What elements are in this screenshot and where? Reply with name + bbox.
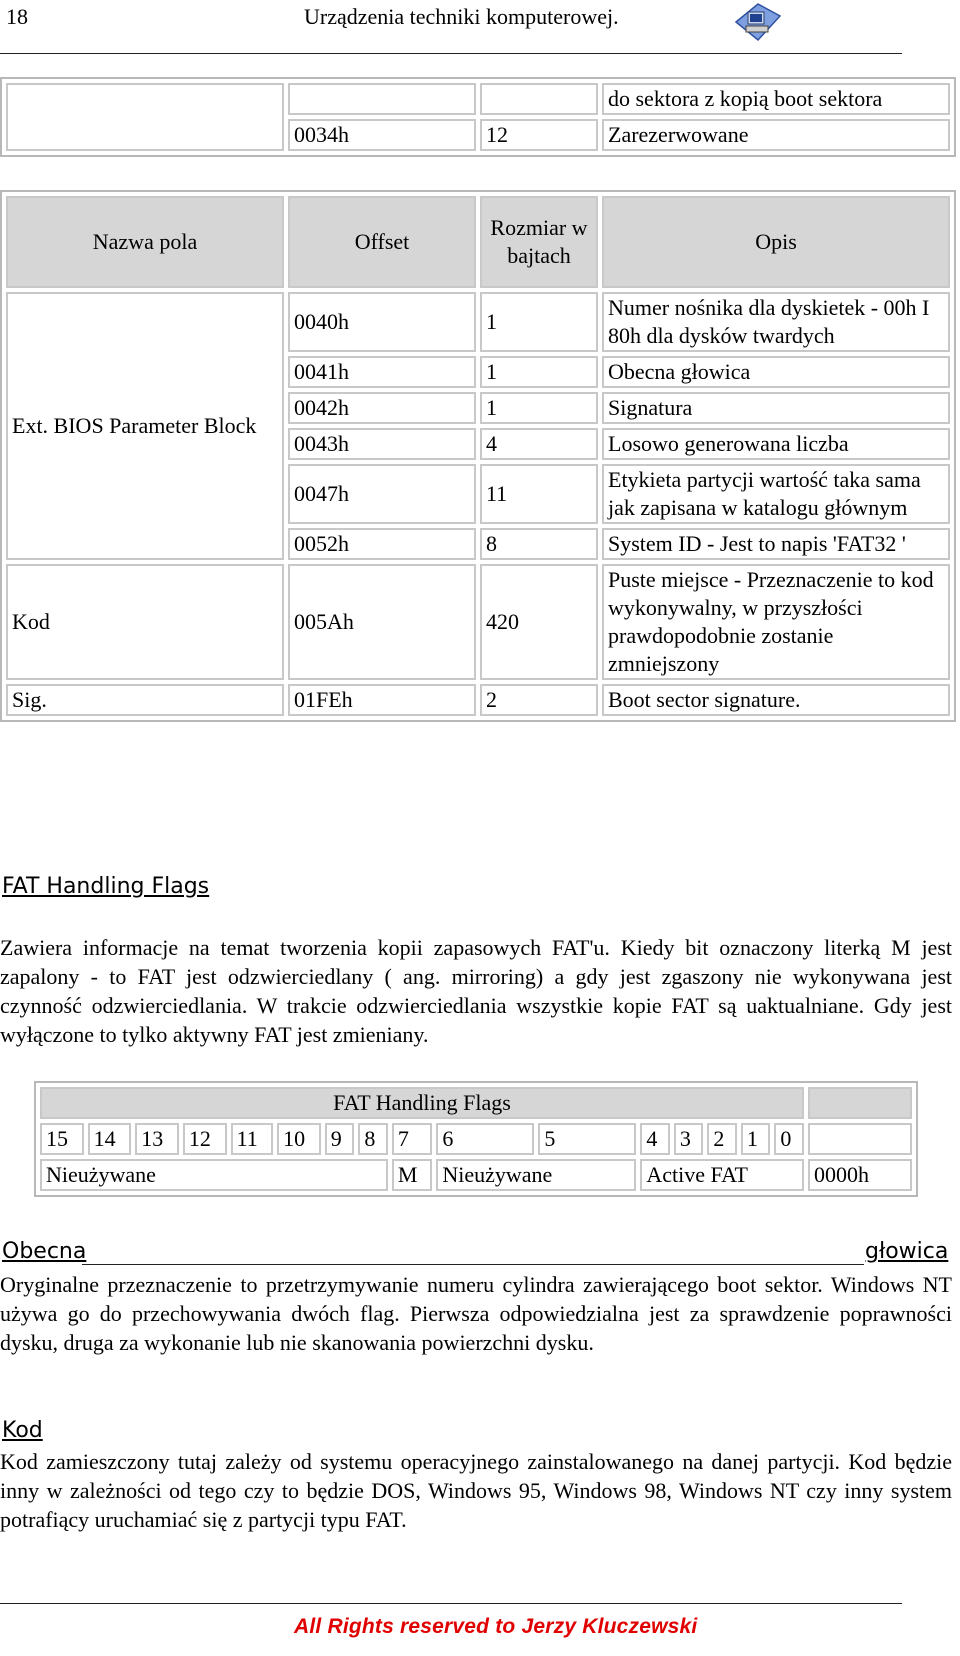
footer-rule [0,1603,902,1604]
field-cell: Nieużywane [436,1159,636,1191]
desc-cell: Boot sector signature. [602,684,950,716]
heading-underline [82,1264,864,1265]
table-cell [808,1123,912,1155]
bit-cell: 6 [436,1123,534,1155]
bit-cell: 13 [135,1123,179,1155]
bpb-table [0,190,956,722]
desc-cell: Obecna głowica [602,356,950,388]
table-cell: Zarezerwowane [602,119,950,151]
header-name: Nazwa pola [6,196,284,288]
computer-logo-icon [732,0,782,46]
offset-cell: 0043h [288,428,476,460]
bit-cell: 15 [40,1123,84,1155]
kod-section-heading: Kod [2,1418,43,1443]
size-cell: 1 [480,356,598,388]
size-cell: 1 [480,292,598,352]
bit-cell: 1 [741,1123,771,1155]
bit-cell: 9 [325,1123,355,1155]
offset-cell: 0052h [288,528,476,560]
name-cell: Kod [6,564,284,680]
bit-cell: 14 [88,1123,132,1155]
size-cell: 2 [480,684,598,716]
name-cell: Sig. [6,684,284,716]
page-number: 18 [6,4,28,29]
table-cell: 0034h [288,119,476,151]
bit-cell: 12 [183,1123,227,1155]
desc-cell: Losowo generowana liczba [602,428,950,460]
size-cell: 4 [480,428,598,460]
head-section-heading-left: Obecna [2,1239,87,1264]
table-row [6,83,950,115]
group-ebpb: Ext. BIOS Parameter Block [6,292,284,560]
size-cell: 420 [480,564,598,680]
offset-cell: 0047h [288,464,476,524]
fat-flags-heading: FAT Handling Flags [2,874,210,899]
bit-cell: 8 [358,1123,388,1155]
bit-cell: 0 [774,1123,804,1155]
head-section-heading-right: głowica [865,1239,949,1264]
size-cell: 11 [480,464,598,524]
page-header-title: Urządzenia techniki komputerowej. [304,4,619,29]
desc-cell: Puste miejsce - Przeznaczenie to kod wykonywalny, w przyszłości prawdopodobnie zostanie zmniejszony [602,564,950,680]
offset-cell: 0042h [288,392,476,424]
desc-cell: Etykieta partycji wartość taka sama jak zapisana w katalogu głównym [602,464,950,524]
table-header-row [6,196,950,288]
size-cell: 8 [480,528,598,560]
header-desc: Opis [602,196,950,288]
bit-cell: 3 [674,1123,704,1155]
footer-copyright: All Rights reserved to Jerzy Kluczewski [294,1615,698,1638]
field-cell: 0000h [808,1159,912,1191]
table-cell [6,83,284,151]
kod-section-paragraph: Kod zamieszczony tutaj zależy od systemu operacyjnego zainstalowanego na danej partycji. Kod będzie inny w zależności od tego czy to będzie DOS, Windows 95, Windows 98, Windows NT czy inny system potrafiący uruchamiać się z partycji typu FAT. [0,1449,952,1532]
table-cell [288,83,476,115]
table-cell [480,83,598,115]
field-cell: Nieużywane [40,1159,388,1191]
offset-cell: 005Ah [288,564,476,680]
flags-title: FAT Handling Flags [40,1087,804,1119]
table-cell: 12 [480,119,598,151]
flags-fields-row [40,1159,912,1191]
fat-flags-paragraph: Zawiera informacje na temat tworzenia kopii zapasowych FAT'u. Kiedy bit oznaczony literką M jest zapalony - to FAT jest odzwierciedlany ( ang. mirroring) a gdy jest zgaszony nie wykonywana jest czynność odzwierciedlania. W trakcie odzwierciedlania wszystkie kopie FAT są uaktualniane. Gdy jest wyłączone to tylko aktywny FAT jest zmieniany. [0,935,952,1047]
table-cell [808,1087,912,1119]
bit-cell: 10 [277,1123,321,1155]
table-row [6,684,950,716]
table-row [6,292,950,352]
desc-cell: System ID - Jest to napis 'FAT32 ' [602,528,950,560]
table-cell: do sektora z kopią boot sektora [602,83,950,115]
offset-cell: 01FEh [288,684,476,716]
field-cell: M [392,1159,433,1191]
desc-cell: Numer nośnika dla dyskietek - 00h I 80h dla dysków twardych [602,292,950,352]
desc-cell: Signatura [602,392,950,424]
bit-cell: 7 [392,1123,433,1155]
header-size: Rozmiar w bajtach [480,196,598,288]
flags-table [34,1081,918,1197]
bit-cell: 2 [707,1123,737,1155]
flags-bits-row [40,1123,912,1155]
offset-cell: 0041h [288,356,476,388]
header-rule [0,53,902,54]
header-offset: Offset [288,196,476,288]
field-cell: Active FAT [640,1159,804,1191]
table-row [6,564,950,680]
head-section-paragraph: Oryginalne przeznaczenie to przetrzymywanie numeru cylindra zawierającego boot sektor. Windows NT używa go do przechowywania dwóch flag. Pierwsza odpowiedzialna jest za sprawdzenie poprawności dysku, druga za wykonanie lub nie skanowania powierzchni dysku. [0,1272,952,1355]
top-table [0,77,956,157]
bit-cell: 4 [640,1123,670,1155]
bit-cell: 5 [538,1123,636,1155]
size-cell: 1 [480,392,598,424]
bit-cell: 11 [231,1123,274,1155]
flags-title-row [40,1087,912,1119]
offset-cell: 0040h [288,292,476,352]
